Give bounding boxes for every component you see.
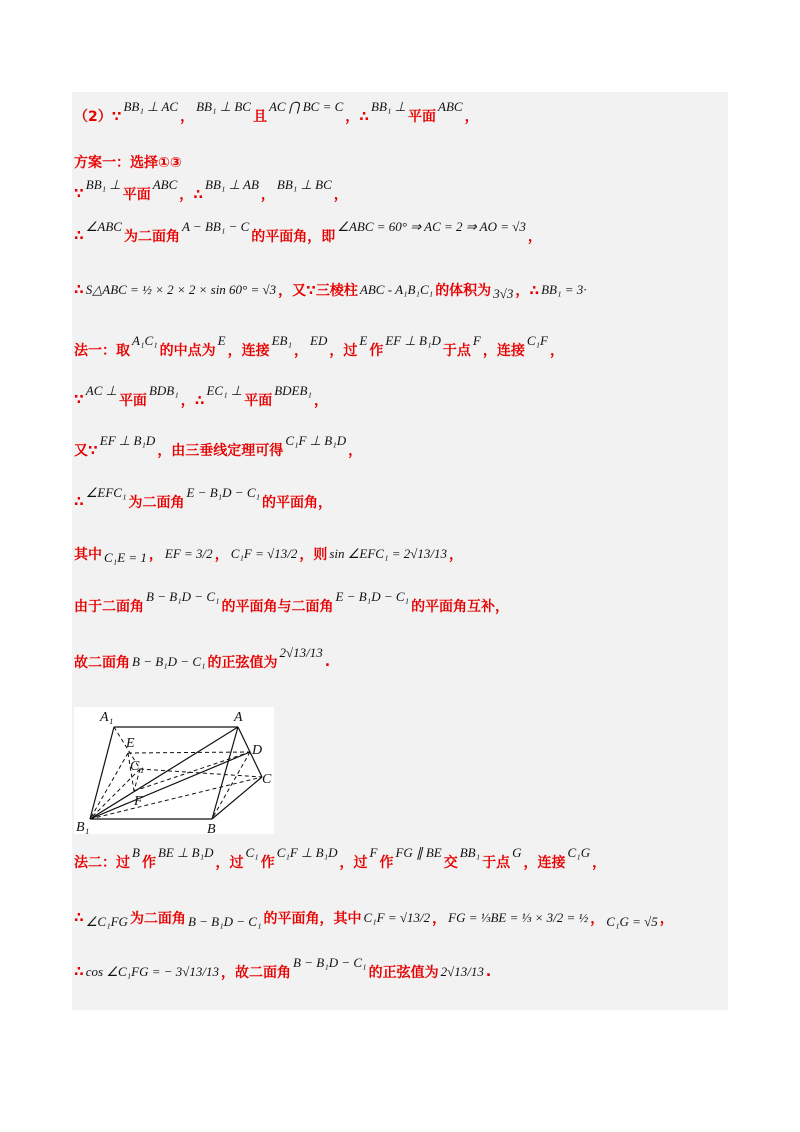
text-segment: ∴ [74,964,84,980]
text-segment: ，连接 [227,343,270,359]
math-expression: 2√13/13 [440,964,484,979]
math-expression: sin ∠EFC₁ = 2√13/13 [329,546,448,561]
solution-line [74,842,726,882]
text-segment: 的平面角，即 [251,229,336,245]
math-expression: B − B₁D − C₁ [293,955,367,970]
math-expression: EF ⊥ B₁D [99,433,156,448]
text-segment: 为二面角 [128,495,185,511]
text-segment: 为二面角 [123,229,180,245]
text-segment: ， [214,547,229,563]
math-expression: E [359,333,368,348]
solution-line [74,898,726,938]
math-expression: EF = 3/2 [164,546,213,561]
text-segment: ， [148,547,163,563]
text-segment: ，∴ [180,393,205,409]
text-segment: ， [260,187,275,203]
label-c1: C₁ [130,759,145,774]
text-segment: 的中点为 [159,343,216,359]
text-segment: ∴ [74,228,84,244]
label-d: D [252,743,263,758]
math-expression: C₁G = √5 [606,914,658,929]
math-expression: BB₁ ⊥ AB [205,177,259,192]
math-expression: FG = ⅓BE = ⅓ × 3/2 = ½ [448,910,589,925]
math-expression: F [472,333,481,348]
math-expression: C₁F ⊥ B₁D [276,845,338,860]
text-segment: 的正弦值为 [368,965,439,981]
text-segment: ，过 [329,343,358,359]
text-segment: ， [590,911,605,927]
text-segment: ，由三垂线定理可得 [157,443,284,459]
text-segment: 的平面角， [262,495,333,511]
text-segment: ，则 [299,547,328,563]
math-expression: FG ∥ BE [395,845,442,860]
text-segment: ， [180,109,195,125]
text-segment: ∵ [74,186,84,202]
text-segment: 作 [260,855,275,871]
text-segment: ， [449,547,464,563]
text-segment: 法二：过 [74,855,130,871]
math-expression: BB₁ [459,845,481,860]
solution-line [74,330,726,370]
text-segment: 的平面角与二面角 [221,599,334,615]
text-segment: ， [432,911,447,927]
text-segment: . [485,964,492,980]
solution-line [74,952,726,992]
prism-figure [74,707,274,834]
text-segment: ， [348,443,363,459]
math-expression: ABC - A₁B₁C₁ [359,282,434,297]
text-segment: 平面 [408,109,437,125]
math-expression: EB₁ [271,333,293,348]
text-segment: 平面 [118,393,147,409]
text-segment: 又∵ [74,443,98,459]
text-segment: ， [592,855,607,871]
math-expression: A₁C₁ [132,333,158,348]
text-segment: 的正弦值为 [207,655,278,671]
math-expression: ED [310,333,328,348]
solution-line [74,380,726,420]
text-segment: ，∴ [179,187,204,203]
math-expression: E [217,333,226,348]
text-segment: ，过 [215,855,244,871]
text-segment: 交 [443,855,458,871]
text-segment: ∴ [74,282,84,298]
text-segment: 于点 [482,855,511,871]
math-expression: AC ⋂ BC = C [268,99,344,114]
text-segment: 方案一：选择①③ [74,155,182,171]
math-expression: 3√3 [493,286,514,301]
text-segment: ∴ [74,910,84,926]
text-segment: （2）∵ [74,109,122,125]
math-expression: E − B₁D − C₁ [186,485,261,500]
text-segment: ∴ [74,494,84,510]
math-expression: AC ⊥ [85,383,117,398]
text-segment: ，∴ [515,283,540,299]
text-segment: 平面 [244,393,273,409]
math-expression: BB₁ = 3· [541,282,587,297]
solution-line [74,174,726,214]
text-segment: ∵ [74,392,84,408]
math-expression: C₁E = 1 [104,550,147,565]
math-expression: ∠C₁FG [85,914,128,929]
solution-line [74,270,726,310]
text-segment: 由于二面角 [74,599,144,615]
text-segment: 法一：取 [74,343,130,359]
text-segment: 作 [141,855,156,871]
math-expression: C₁F = √13/2 [230,546,298,561]
text-segment: ，连接 [482,343,525,359]
math-expression: EF ⊥ B₁D [385,333,441,348]
solution-line [74,430,726,470]
text-segment: . [324,654,331,670]
prism-diagram [74,707,274,834]
math-expression: B − B₁D − C₁ [132,654,206,669]
text-segment: ，又∵三棱柱 [278,283,358,299]
solution-line [74,534,726,574]
text-segment: ， [464,109,479,125]
text-segment: ， [294,343,309,359]
math-expression: B [132,845,140,860]
text-segment: ，故二面角 [221,965,292,981]
math-expression: ∠EFC₁ [85,485,127,500]
text-segment: ， [549,343,564,359]
math-expression: S△ABC = ½ × 2 × 2 × sin 60° = √3 [85,282,277,297]
label-c: C [262,772,272,787]
math-expression: 2√13/13 [279,645,323,660]
math-expression: B − B₁D − C₁ [187,914,262,929]
math-expression: ABC [152,177,178,192]
math-expression: BE ⊥ B₁D [157,845,214,860]
math-expression: BB₁ ⊥ [85,177,121,192]
math-expression: C₁F [526,333,548,348]
text-segment: 其中 [74,547,102,563]
math-expression: ∠ABC = 60° ⇒ AC = 2 ⇒ AO = √3 [337,219,526,234]
math-expression: BB₁ ⊥ BC [196,99,251,114]
label-b1: B₁ [76,820,90,834]
math-expression: C₁G [567,845,591,860]
math-expression: A − BB₁ − C [181,219,250,234]
text-segment: ， [333,187,348,203]
text-segment: 作 [369,343,384,359]
math-expression: EC₁ ⊥ [206,383,243,398]
solution-line [74,586,726,626]
text-segment: 作 [379,855,394,871]
text-segment: 的平面角互补， [411,599,510,615]
text-segment: 于点 [442,343,471,359]
math-expression: ABC [438,99,463,114]
math-expression: BDB₁ [148,383,179,398]
math-expression: C₁F = √13/2 [363,910,431,925]
math-expression: C₁ [245,845,259,860]
solution-line [74,642,726,682]
math-expression: G [512,845,522,860]
text-segment: ， [659,911,674,927]
text-segment: 的平面角，其中 [263,911,362,927]
label-f: F [134,794,143,809]
text-segment: 平面 [122,187,151,203]
text-segment: 故二面角 [74,655,130,671]
text-segment: ， [527,229,542,245]
math-expression: BB₁ ⊥ AC [123,99,179,114]
math-expression: F [369,845,378,860]
math-expression: C₁F ⊥ B₁D [285,433,347,448]
math-expression: BDEB₁ [274,383,312,398]
text-segment: ，∴ [345,109,370,125]
text-segment: 的体积为 [435,283,492,299]
text-segment: ，过 [339,855,368,871]
text-segment: ， [313,393,328,409]
text-segment: ，连接 [523,855,566,871]
label-a1: A₁ [100,710,114,725]
solution-line [74,216,726,256]
math-expression: BB₁ ⊥ BC [276,177,332,192]
label-a: A [234,710,243,725]
solution-line [74,96,726,136]
math-expression: BB₁ ⊥ [371,99,407,114]
math-expression: cos ∠C₁FG = − 3√13/13 [85,964,220,979]
label-b: B [207,822,216,834]
solution-line [74,482,726,522]
label-e: E [126,736,135,751]
math-expression: B − B₁D − C₁ [146,589,220,604]
math-expression: E − B₁D − C₁ [335,589,410,604]
math-expression: ∠ABC [85,219,122,234]
text-segment: 为二面角 [129,911,186,927]
text-segment: 且 [252,109,267,125]
